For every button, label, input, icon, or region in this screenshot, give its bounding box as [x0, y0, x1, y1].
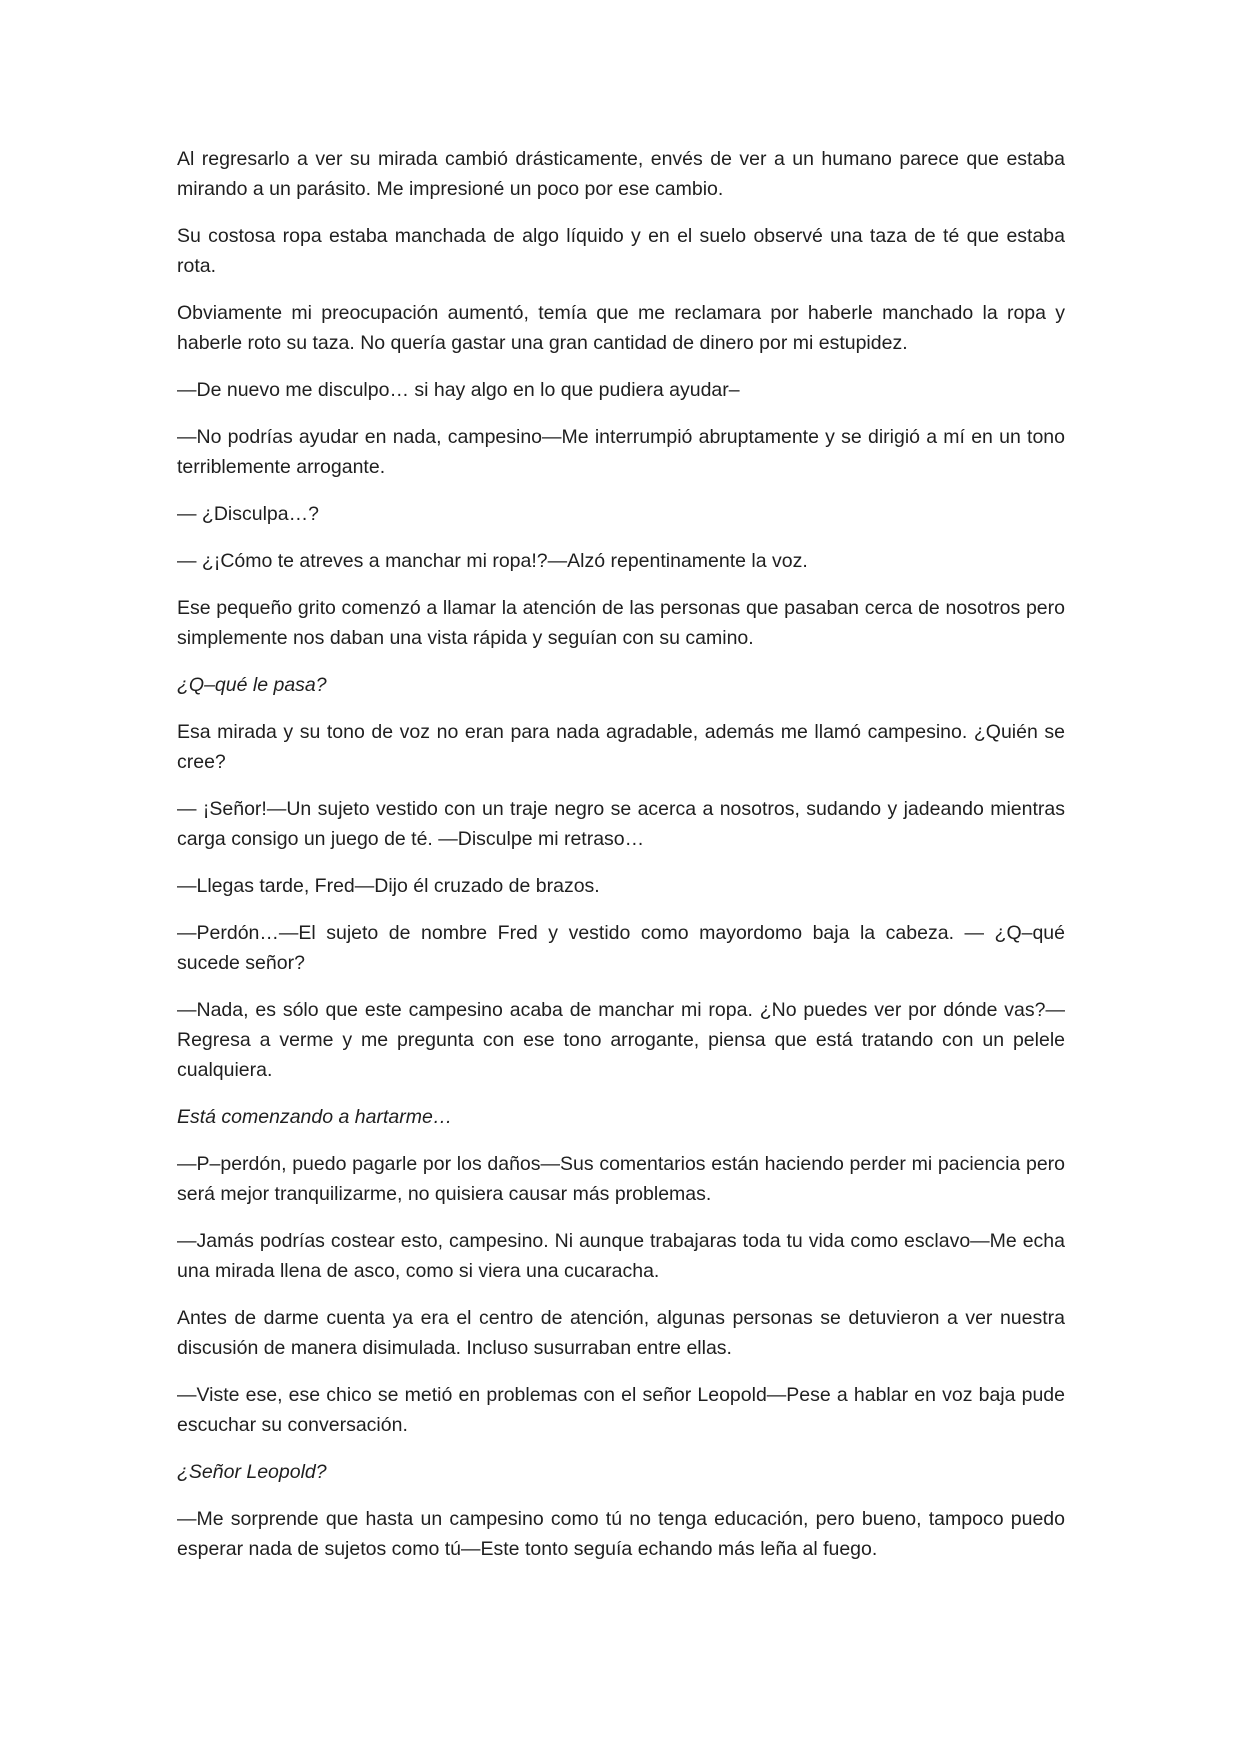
inner-thought: ¿Señor Leopold? — [177, 1461, 327, 1483]
dialogue-line: —De nuevo me disculpo… si hay algo en lo que pudiera ayudar– — [177, 379, 740, 401]
paragraph: Esa mirada y su tono de voz no eran para nada agradable, además me llamó campesino. ¿Quién se cree? — [177, 721, 1065, 773]
paragraph: Antes de darme cuenta ya era el centro de atención, algunas personas se detuvieron a ver nuestra discusión de manera disimulada. Incluso susurraban entre ellas. — [177, 1307, 1065, 1359]
dialogue-line: — ¿¡Cómo te atreves a manchar mi ropa!?—Alzó repentinamente la voz. — [177, 550, 808, 572]
paragraph: Al regresarlo a ver su mirada cambió drásticamente, envés de ver a un humano parece que estaba mirando a un parásito. Me impresioné un poco por ese cambio. — [177, 148, 1065, 200]
inner-thought: Está comenzando a hartarme… — [177, 1106, 453, 1128]
dialogue-line: —Jamás podrías costear esto, campesino. Ni aunque trabajaras toda tu vida como esclavo—Me echa una mirada llena de asco, como si viera una cucaracha. — [177, 1230, 1065, 1282]
dialogue-line: — ¿Disculpa…? — [177, 503, 319, 525]
paragraph: Ese pequeño grito comenzó a llamar la atención de las personas que pasaban cerca de nosotros pero simplemente nos daban una vista rápida y seguían con su camino. — [177, 597, 1065, 649]
paragraph: Obviamente mi preocupación aumentó, temía que me reclamara por haberle manchado la ropa y haberle roto su taza. No quería gastar una gran cantidad de dinero por mi estupidez. — [177, 302, 1065, 354]
dialogue-line: —Llegas tarde, Fred—Dijo él cruzado de brazos. — [177, 875, 600, 897]
dialogue-line: —Perdón…—El sujeto de nombre Fred y vestido como mayordomo baja la cabeza. — ¿Q–qué sucede señor? — [177, 922, 1065, 974]
paragraph: Su costosa ropa estaba manchada de algo líquido y en el suelo observé una taza de té que estaba rota. — [177, 225, 1065, 277]
dialogue-line: —P–perdón, puedo pagarle por los daños—Sus comentarios están haciendo perder mi paciencia pero será mejor tranquilizarme, no quisiera causar más problemas. — [177, 1153, 1065, 1205]
dialogue-line: —Nada, es sólo que este campesino acaba de manchar mi ropa. ¿No puedes ver por dónde vas?—Regresa a verme y me pregunta con ese tono arrogante, piensa que está tratando con un pelele cualquiera. — [177, 999, 1065, 1081]
dialogue-line: —Viste ese, ese chico se metió en problemas con el señor Leopold—Pese a hablar en voz baja pude escuchar su conversación. — [177, 1384, 1065, 1436]
document-page — [177, 144, 1065, 1581]
dialogue-line: — ¡Señor!—Un sujeto vestido con un traje negro se acerca a nosotros, sudando y jadeando mientras carga consigo un juego de té. —Disculpe mi retraso… — [177, 798, 1065, 850]
dialogue-line: —No podrías ayudar en nada, campesino—Me interrumpió abruptamente y se dirigió a mí en un tono terriblemente arrogante. — [177, 426, 1065, 478]
inner-thought: ¿Q–qué le pasa? — [177, 674, 327, 696]
dialogue-line: —Me sorprende que hasta un campesino como tú no tenga educación, pero bueno, tampoco puedo esperar nada de sujetos como tú—Este tonto seguía echando más leña al fuego. — [177, 1508, 1065, 1560]
